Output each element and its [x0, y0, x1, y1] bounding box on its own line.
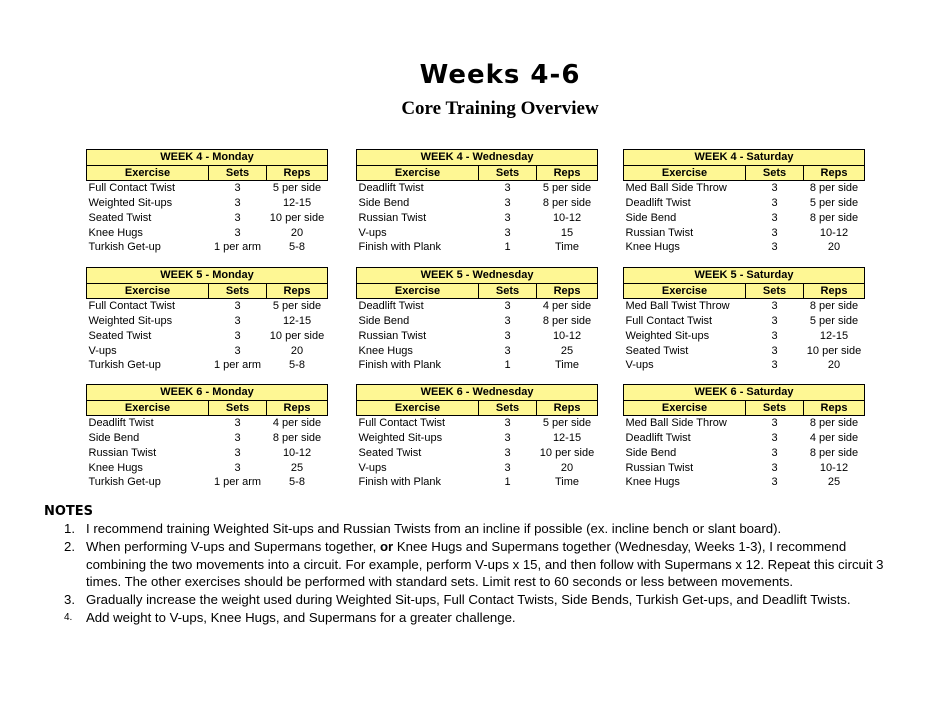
sets-cell: 1 per arm	[213, 476, 262, 489]
table-row	[624, 240, 865, 255]
day-header: WEEK 6 - Wednesday	[357, 385, 598, 401]
reps-cell: 10 per side	[269, 329, 325, 342]
reps-cell: 10-12	[552, 329, 582, 342]
exercise-cell: Knee Hugs	[358, 344, 413, 357]
table-row	[87, 226, 328, 241]
day-header: WEEK 4 - Wednesday	[357, 150, 598, 166]
reps-cell: 25	[560, 344, 574, 357]
sets-cell: 3	[234, 344, 241, 357]
workout-table	[356, 149, 597, 255]
workout-table	[86, 149, 327, 255]
table-row	[357, 344, 598, 359]
table-row	[624, 431, 865, 446]
exercise-cell: Deadlift Twist	[625, 197, 691, 210]
workout-table	[623, 384, 864, 490]
exercise-cell: V-ups	[358, 461, 387, 474]
exercise-cell: Full Contact Twist	[88, 182, 176, 195]
column-header-reps: Reps	[267, 165, 328, 181]
table-row	[87, 475, 328, 490]
sets-cell: 3	[234, 300, 241, 313]
exercise-cell: V-ups	[358, 226, 387, 239]
sets-cell: 3	[771, 197, 778, 210]
sets-cell: 3	[234, 329, 241, 342]
sets-cell: 3	[504, 226, 511, 239]
reps-cell: 8 per side	[809, 446, 859, 459]
note-item	[64, 591, 904, 609]
exercise-cell: Deadlift Twist	[358, 182, 424, 195]
table-row	[87, 181, 328, 196]
reps-cell: 5 per side	[809, 315, 859, 328]
column-header-exercise: Exercise	[87, 283, 209, 299]
notes-heading: NOTES	[44, 504, 94, 519]
sets-cell: 3	[504, 417, 511, 430]
reps-cell: 8 per side	[542, 315, 592, 328]
table-row	[87, 196, 328, 211]
column-header-exercise: Exercise	[624, 283, 746, 299]
sets-cell: 3	[771, 461, 778, 474]
workout-table	[86, 384, 327, 490]
column-header-exercise: Exercise	[357, 400, 479, 416]
column-header-exercise: Exercise	[624, 400, 746, 416]
reps-cell: 8 per side	[809, 300, 859, 313]
sets-cell: 1 per arm	[213, 359, 262, 372]
table-row	[624, 344, 865, 359]
sets-cell: 1	[504, 359, 511, 372]
column-header-reps: Reps	[804, 400, 865, 416]
day-header: WEEK 5 - Wednesday	[357, 268, 598, 284]
table-row	[357, 475, 598, 490]
exercise-cell: Side Bend	[625, 211, 677, 224]
reps-cell: 10-12	[819, 461, 849, 474]
column-header-sets: Sets	[479, 165, 537, 181]
exercise-cell: Knee Hugs	[88, 461, 143, 474]
exercise-cell: Finish with Plank	[358, 359, 442, 372]
exercise-cell: Seated Twist	[88, 329, 152, 342]
reps-cell: 4 per side	[272, 417, 322, 430]
sets-cell: 3	[771, 300, 778, 313]
reps-cell: 8 per side	[809, 417, 859, 430]
exercise-cell: Knee Hugs	[625, 241, 680, 254]
exercise-cell: Knee Hugs	[88, 226, 143, 239]
day-header: WEEK 5 - Monday	[87, 268, 328, 284]
exercise-cell: Weighted Sit-ups	[358, 432, 443, 445]
column-header-sets: Sets	[209, 283, 267, 299]
note-text: When performing V-ups and Supermans together,	[86, 538, 377, 554]
exercise-cell: V-ups	[88, 344, 117, 357]
table-row	[357, 358, 598, 373]
reps-cell: 5 per side	[542, 417, 592, 430]
note-item	[64, 538, 904, 591]
sets-cell: 3	[234, 226, 241, 239]
exercise-cell: Russian Twist	[88, 446, 157, 459]
column-header-exercise: Exercise	[87, 165, 209, 181]
table-row	[87, 240, 328, 255]
column-header-exercise: Exercise	[87, 400, 209, 416]
exercise-cell: Side Bend	[358, 197, 410, 210]
exercise-cell: Full Contact Twist	[88, 300, 176, 313]
table-row	[357, 314, 598, 329]
day-header: WEEK 4 - Saturday	[624, 150, 865, 166]
note-text: Add weight to V-ups, Knee Hugs, and Supermans for a greater challenge.	[86, 609, 516, 625]
reps-cell: 10-12	[552, 211, 582, 224]
exercise-cell: Weighted Sit-ups	[88, 197, 173, 210]
sets-cell: 3	[504, 446, 511, 459]
note-number: 3.	[64, 592, 75, 608]
reps-cell: 12-15	[282, 197, 312, 210]
exercise-cell: Side Bend	[358, 315, 410, 328]
column-header-exercise: Exercise	[357, 283, 479, 299]
sets-cell: 3	[504, 329, 511, 342]
column-header-exercise: Exercise	[357, 165, 479, 181]
table-row	[624, 461, 865, 476]
reps-cell: 12-15	[552, 432, 582, 445]
column-header-sets: Sets	[209, 400, 267, 416]
workout-table	[86, 267, 327, 373]
reps-cell: 10 per side	[806, 344, 862, 357]
exercise-cell: Turkish Get-up	[88, 359, 161, 372]
reps-cell: 4 per side	[542, 300, 592, 313]
reps-cell: 10-12	[819, 226, 849, 239]
sets-cell: 3	[234, 197, 241, 210]
exercise-cell: Russian Twist	[358, 329, 427, 342]
table-row	[624, 211, 865, 226]
sets-cell: 1	[504, 476, 511, 489]
exercise-cell: Turkish Get-up	[88, 476, 161, 489]
exercise-cell: Deadlift Twist	[88, 417, 154, 430]
sets-cell: 3	[504, 461, 511, 474]
sets-cell: 3	[234, 417, 241, 430]
reps-cell: 20	[827, 241, 841, 254]
reps-cell: 8 per side	[542, 197, 592, 210]
column-header-sets: Sets	[479, 400, 537, 416]
workout-table	[356, 384, 597, 490]
exercise-cell: Deadlift Twist	[358, 300, 424, 313]
sets-cell: 3	[771, 329, 778, 342]
day-header: WEEK 6 - Monday	[87, 385, 328, 401]
table-row	[624, 416, 865, 431]
sets-cell: 3	[234, 182, 241, 195]
day-header: WEEK 6 - Saturday	[624, 385, 865, 401]
sets-cell: 3	[234, 211, 241, 224]
sets-cell: 3	[234, 461, 241, 474]
exercise-cell: Knee Hugs	[625, 476, 680, 489]
note-number: 4.	[64, 611, 73, 623]
reps-cell: 5 per side	[272, 300, 322, 313]
table-row	[357, 431, 598, 446]
table-row	[624, 299, 865, 314]
note-item	[64, 520, 904, 538]
table-row	[624, 181, 865, 196]
table-row	[624, 475, 865, 490]
exercise-cell: Side Bend	[88, 432, 140, 445]
column-header-reps: Reps	[804, 165, 865, 181]
sets-cell: 3	[771, 344, 778, 357]
sets-cell: 3	[504, 300, 511, 313]
reps-cell: 15	[560, 226, 574, 239]
exercise-cell: Russian Twist	[358, 211, 427, 224]
sets-cell: 3	[504, 315, 511, 328]
sets-cell: 3	[234, 446, 241, 459]
table-row	[357, 461, 598, 476]
sets-cell: 3	[504, 211, 511, 224]
table-row	[87, 446, 328, 461]
reps-cell: 10-12	[282, 446, 312, 459]
reps-cell: 20	[560, 461, 574, 474]
note-text: Gradually increase the weight used during Weighted Sit-ups, Full Contact Twists, Side Bends, Turkish Get-ups, and Deadlift Twists.	[86, 592, 851, 608]
day-header: WEEK 4 - Monday	[87, 150, 328, 166]
reps-cell: 20	[290, 344, 304, 357]
note-number: 2.	[64, 538, 75, 554]
sets-cell: 3	[771, 476, 778, 489]
sets-cell: 3	[771, 315, 778, 328]
column-header-reps: Reps	[267, 400, 328, 416]
table-row	[624, 226, 865, 241]
reps-cell: Time	[554, 476, 580, 489]
reps-cell: 5 per side	[809, 197, 859, 210]
reps-cell: Time	[554, 359, 580, 372]
column-header-sets: Sets	[209, 165, 267, 181]
exercise-cell: Med Ball Side Throw	[625, 417, 727, 430]
table-row	[87, 314, 328, 329]
sets-cell: 3	[771, 226, 778, 239]
exercise-cell: Med Ball Twist Throw	[625, 300, 730, 313]
table-row	[357, 446, 598, 461]
table-row	[87, 358, 328, 373]
table-row	[357, 181, 598, 196]
exercise-cell: Russian Twist	[625, 226, 694, 239]
table-row	[357, 211, 598, 226]
table-row	[357, 196, 598, 211]
workout-table	[623, 149, 864, 255]
column-header-sets: Sets	[746, 400, 804, 416]
sets-cell: 3	[771, 182, 778, 195]
sets-cell: 3	[504, 182, 511, 195]
reps-cell: 12-15	[282, 315, 312, 328]
page-subtitle: Core Training Overview	[401, 98, 599, 119]
sets-cell: 1	[504, 241, 511, 254]
table-row	[624, 358, 865, 373]
day-header: WEEK 5 - Saturday	[624, 268, 865, 284]
sets-cell: 3	[234, 432, 241, 445]
table-row	[624, 314, 865, 329]
sets-cell: 3	[771, 359, 778, 372]
table-row	[87, 431, 328, 446]
table-row	[87, 211, 328, 226]
reps-cell: 20	[290, 226, 304, 239]
exercise-cell: Turkish Get-up	[88, 241, 161, 254]
exercise-cell: Side Bend	[625, 446, 677, 459]
column-header-exercise: Exercise	[624, 165, 746, 181]
reps-cell: 4 per side	[809, 432, 859, 445]
reps-cell: 5-8	[289, 476, 305, 489]
table-row	[357, 299, 598, 314]
sets-cell: 3	[504, 432, 511, 445]
sets-cell: 3	[771, 211, 778, 224]
exercise-cell: V-ups	[625, 359, 654, 372]
sets-cell: 3	[771, 417, 778, 430]
column-header-reps: Reps	[537, 400, 598, 416]
exercise-cell: Seated Twist	[625, 344, 689, 357]
reps-cell: 25	[827, 476, 841, 489]
table-row	[87, 299, 328, 314]
reps-cell: 10 per side	[539, 446, 595, 459]
sets-cell: 3	[771, 432, 778, 445]
sets-cell: 1 per arm	[213, 241, 262, 254]
column-header-reps: Reps	[267, 283, 328, 299]
note-text: Knee Hugs and Supermans together (Wednesday, Weeks 1-3), I recommend combining the two movements into a circuit. For example, perform V-ups x 15, and then follow with Supermans x 12. Repeat this circuit 3 times. The other exercises should be performed with standard sets. Limit rest to 60 seconds or less between movements.	[86, 538, 884, 590]
workout-table	[356, 267, 597, 373]
exercise-cell: Russian Twist	[625, 461, 694, 474]
sets-cell: 3	[234, 315, 241, 328]
reps-cell: 12-15	[819, 329, 849, 342]
reps-cell: Time	[554, 241, 580, 254]
table-row	[624, 329, 865, 344]
table-row	[624, 196, 865, 211]
exercise-cell: Full Contact Twist	[358, 417, 446, 430]
workout-table	[623, 267, 864, 373]
sets-cell: 3	[504, 197, 511, 210]
sets-cell: 3	[771, 446, 778, 459]
exercise-cell: Deadlift Twist	[625, 432, 691, 445]
table-row	[357, 329, 598, 344]
reps-cell: 5 per side	[542, 182, 592, 195]
column-header-reps: Reps	[537, 165, 598, 181]
page-title: Weeks 4-6	[419, 60, 581, 90]
exercise-cell: Seated Twist	[88, 211, 152, 224]
notes-list	[64, 520, 904, 627]
reps-cell: 5 per side	[272, 182, 322, 195]
note-emphasis-or: or	[379, 538, 394, 554]
sets-cell: 3	[504, 344, 511, 357]
exercise-cell: Weighted Sit-ups	[88, 315, 173, 328]
exercise-cell: Med Ball Side Throw	[625, 182, 727, 195]
reps-cell: 8 per side	[809, 182, 859, 195]
exercise-cell: Full Contact Twist	[625, 315, 713, 328]
reps-cell: 25	[290, 461, 304, 474]
reps-cell: 8 per side	[809, 211, 859, 224]
column-header-reps: Reps	[537, 283, 598, 299]
exercise-cell: Finish with Plank	[358, 476, 442, 489]
column-header-reps: Reps	[804, 283, 865, 299]
reps-cell: 10 per side	[269, 211, 325, 224]
reps-cell: 8 per side	[272, 432, 322, 445]
note-text: I recommend training Weighted Sit-ups and Russian Twists from an incline if possible (ex. incline bench or slant board).	[86, 521, 782, 536]
reps-cell: 5-8	[289, 359, 305, 372]
reps-cell: 5-8	[289, 241, 305, 254]
table-row	[357, 226, 598, 241]
column-header-sets: Sets	[479, 283, 537, 299]
reps-cell: 20	[827, 359, 841, 372]
table-row	[624, 446, 865, 461]
exercise-cell: Finish with Plank	[358, 241, 442, 254]
sets-cell: 3	[771, 241, 778, 254]
table-row	[87, 461, 328, 476]
exercise-cell: Seated Twist	[358, 446, 422, 459]
note-item	[64, 609, 904, 627]
note-number: 1.	[64, 521, 75, 536]
table-row	[87, 416, 328, 431]
table-row	[357, 240, 598, 255]
table-row	[87, 344, 328, 359]
table-row	[87, 329, 328, 344]
column-header-sets: Sets	[746, 165, 804, 181]
exercise-cell: Weighted Sit-ups	[625, 329, 710, 342]
column-header-sets: Sets	[746, 283, 804, 299]
table-row	[357, 416, 598, 431]
